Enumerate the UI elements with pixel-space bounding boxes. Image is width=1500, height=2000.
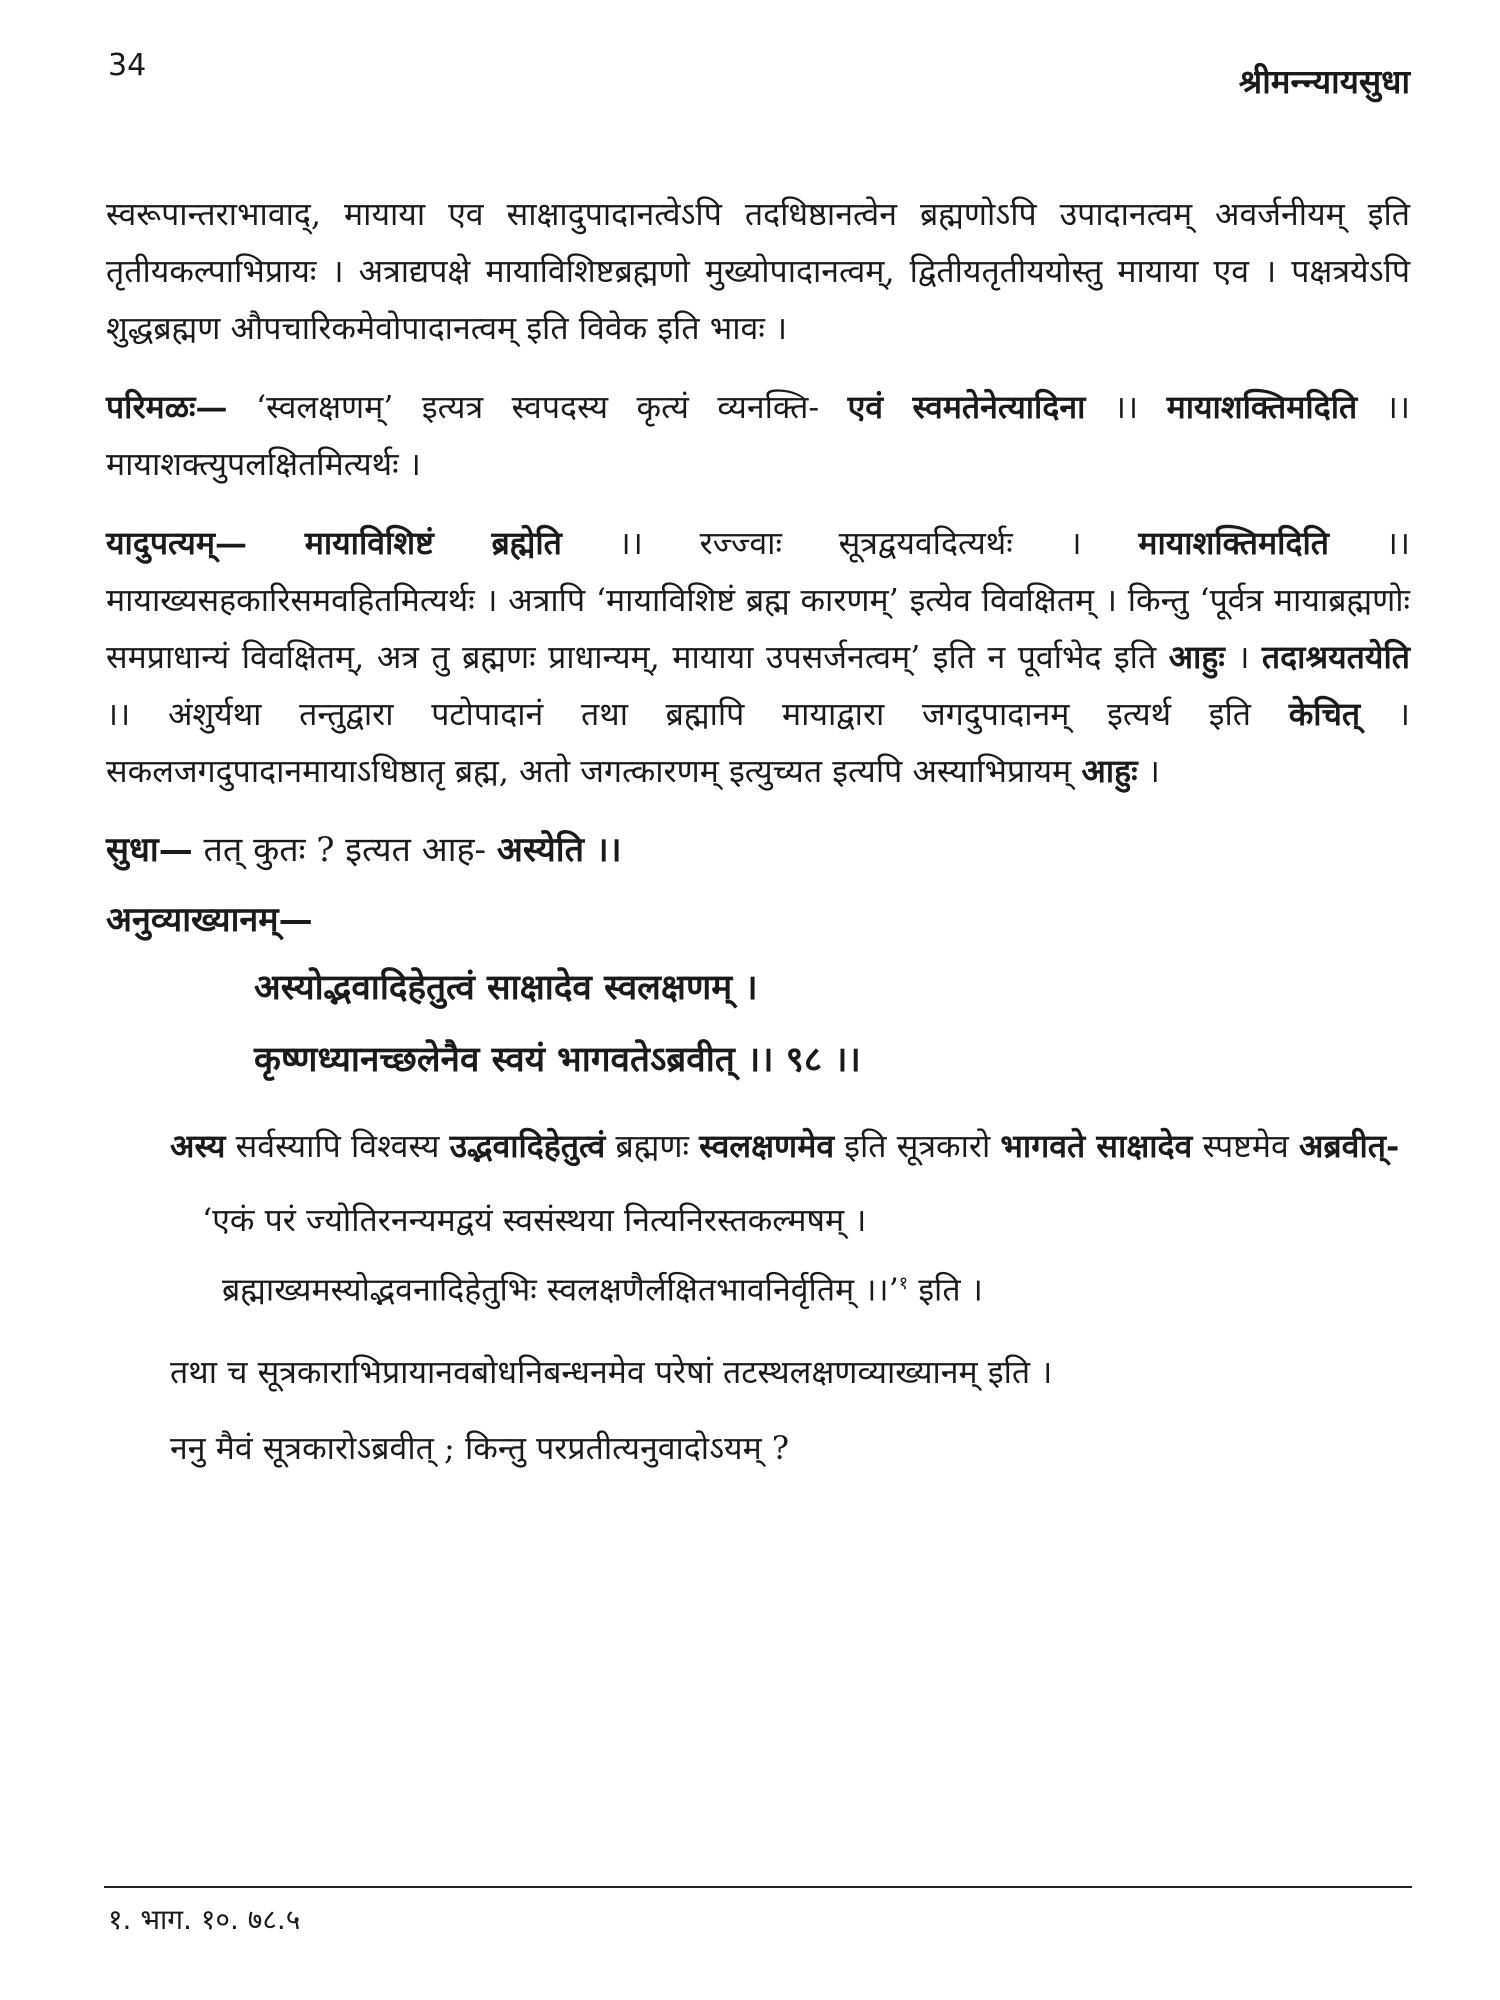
- bold-term: केचित्: [1288, 695, 1361, 733]
- verse-line-2: कृष्णध्यानच्छलेनैव स्वयं भागवतेऽब्रवीत् ।। ९८ ।।: [254, 1039, 861, 1080]
- text-run: ।। अंशुर्यथा तन्तुद्वारा पटोपादानं तथा ब्रह्मापि मायाद्वारा जगदुपादानम् इत्यर्थ इति: [106, 695, 1289, 733]
- anuvyakhyana-heading: अनुव्याख्यानम्—: [106, 900, 313, 940]
- footnote: १. भाग. १०. ७८.५: [108, 1903, 301, 1936]
- page-number: 34: [108, 48, 147, 83]
- footnote-divider: [104, 1886, 1412, 1888]
- bold-term: अस्य: [170, 1127, 226, 1165]
- explanation-paragraph: [106, 1114, 1410, 1178]
- text-run: ब्रह्मणः: [605, 1127, 700, 1165]
- text-run: इति सूत्रकारो: [834, 1127, 1001, 1165]
- text-run: सर्वस्यापि विश्वस्य: [225, 1127, 450, 1165]
- text-run: स्पष्टमेव: [1192, 1127, 1299, 1165]
- bold-term: मायाविशिष्टं ब्रह्मेति: [247, 524, 562, 562]
- text-run: ।। मायाशक्त्युपलक्षितमित्यर्थः ।: [106, 388, 1410, 483]
- verse-line-1: अस्योद्भवादिहेतुत्वं साक्षादेव स्वलक्षणम् ।: [254, 967, 758, 1008]
- bold-term: उद्भवादिहेतुत्वं: [449, 1127, 606, 1165]
- text-run: । सकलजगदुपादानमायाऽधिष्ठातृ ब्रह्म, अतो जगत्कारणम् इत्युच्यत इत्यपि अस्याभिप्रायम्: [106, 695, 1410, 790]
- page-body: [106, 186, 1410, 1484]
- yadupatyam-label: यादुपत्यम्—: [106, 524, 247, 562]
- running-head: श्रीमन्न्यायसुधा: [1238, 62, 1410, 101]
- text-run: तत् कुतः ? इत्यत आह-: [192, 830, 497, 870]
- sudha-line: [106, 818, 1410, 882]
- text-run: ‘स्वलक्षणम्’ इत्यत्र स्वपदस्य कृत्यं व्यनक्ति-: [227, 388, 848, 426]
- bold-term: आहुः: [1168, 638, 1225, 676]
- bold-term: एवं स्वमतेनेत्यादिना: [847, 388, 1086, 426]
- bold-term: स्वलक्षणमेव: [699, 1127, 835, 1165]
- bold-term: अब्रवीत्-: [1298, 1127, 1400, 1165]
- text-run: ।। रज्ज्वाः सूत्रद्वयवदित्यर्थः ।: [561, 524, 1139, 562]
- quote-line-1: ‘एकं परं ज्योतिरनन्यमद्वयं स्वसंस्थया नित्यनिरस्तकल्मषम् ।: [202, 1201, 867, 1239]
- bold-term: भागवते साक्षादेव: [1000, 1127, 1193, 1165]
- paragraph-parimala: [106, 379, 1410, 493]
- sudha-label: सुधा—: [106, 830, 193, 870]
- quote-text: ब्रह्माख्यमस्योद्भवनादिहेतुभिः स्वलक्षणैर्लक्षितभावनिर्वृतिम् ।।’: [222, 1270, 899, 1309]
- quote-end: इति ।: [908, 1270, 983, 1309]
- bold-term: मायाशक्तिमदिति: [1138, 524, 1329, 562]
- text-run: ।: [1137, 752, 1160, 790]
- paragraph-tatha: तथा च सूत्रकाराभिप्रायानवबोधनिबन्धनमेव परेषां तटस्थलक्षणव्याख्यानम् इति ।: [170, 1352, 1053, 1391]
- bold-term: आहुः: [1081, 752, 1138, 790]
- text-run: ।: [1224, 638, 1262, 676]
- text-run: ।।: [1085, 388, 1167, 426]
- bold-term: मायाशक्तिमदिति: [1166, 388, 1358, 426]
- footnote-marker: १: [898, 1273, 909, 1294]
- quote-line-2: [106, 1252, 1410, 1322]
- paragraph-1: स्वरूपान्तराभावाद्, मायाया एव साक्षादुपादानत्वेऽपि तदधिष्ठानत्वेन ब्रह्मणोऽपि उपादानत्वम् अवर्जनीयम् इति तृतीयकल्पाभिप्रायः । अत्राद्यपक्षे मायाविशिष्टब्रह्मणो मुख्योपादानत्वम्, द्वितीयतृतीययोस्तु मायाया एव । पक्षत्रयेऽपि शुद्धब्रह्मण औपचारिकमेवोपादानत्वम् इति विवेक इति भावः ।: [106, 195, 1410, 347]
- paragraph-nanu: ननु मैवं सूत्रकारोऽब्रवीत् ; किन्तु परप्रतीत्यनुवादोऽयम् ?: [170, 1428, 790, 1467]
- text-run: ।। मायाख्यसहकारिसमवहितमित्यर्थः । अत्रापि ‘मायाविशिष्टं ब्रह्म कारणम्’ इत्येव विवक्षितम् । किन्तु ‘पूर्वत्र मायाब्रह्मणोः समप्राधान्यं विवक्षितम्, अत्र तु ब्रह्मणः प्राधान्यम्, मायाया उपसर्जनत्वम्’ इति न पूर्वाभेद इति: [106, 524, 1410, 676]
- paragraph-yadupatyam: [106, 515, 1410, 800]
- bold-term: अस्येति ।।: [496, 830, 622, 870]
- bold-term: तदाश्रयतयेति: [1261, 638, 1410, 676]
- parimala-label: परिमळः—: [106, 388, 228, 426]
